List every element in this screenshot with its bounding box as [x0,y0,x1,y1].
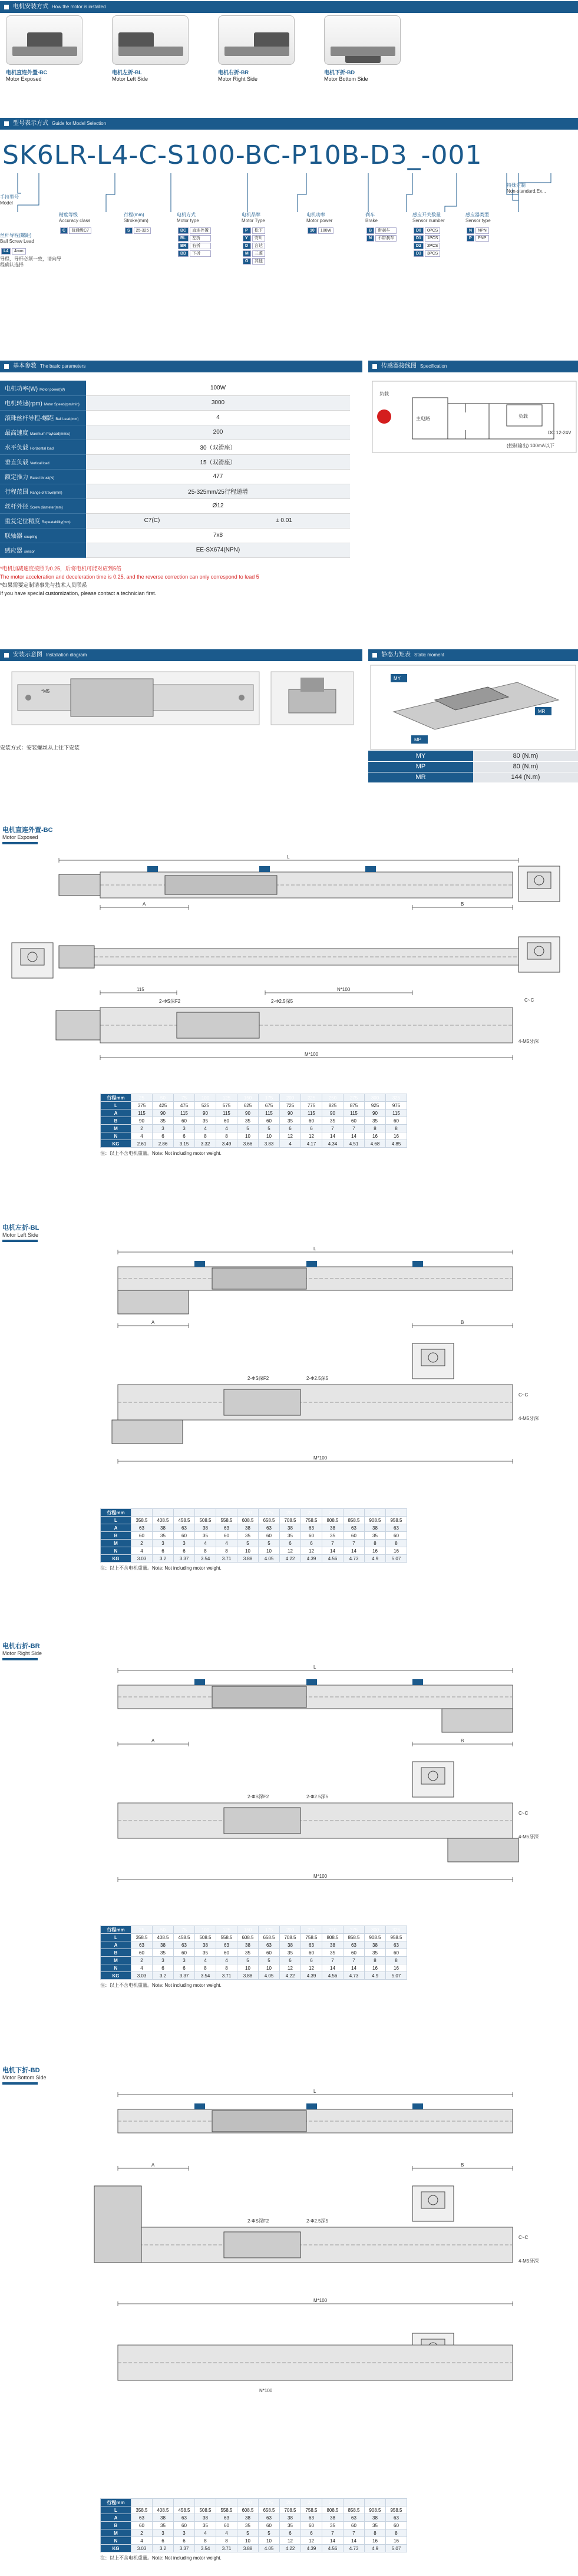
motor-icon [27,32,62,48]
dim-mp: M*100 [305,1052,319,1057]
model-options-sensor_type: N NPN P PNP [465,226,490,243]
mount-card-0 [6,15,82,65]
dim-row: KG 2.61 2.86 3.15 3.32 3.49 3.66 3.83 4 4.17 4.34 4.51 4.68 4.85 [101,1140,407,1148]
moment-row: MR 144 (N.m) [368,772,578,782]
sensor-block [194,1679,205,1685]
sensor-block [365,866,376,872]
motor-body [442,1709,513,1732]
sensor-block [412,1261,423,1267]
br-dimension-table [100,1926,407,1980]
cc-label: C~C [518,2235,529,2240]
motor-body [112,1420,183,1444]
dim-A: A [151,1738,155,1743]
dim-mp: M*100 [313,1874,328,1879]
bc-title: 电机直连外置-BC Motor Exposed [2,825,53,844]
dim-row: N 4 6 6 8 8 10 10 12 12 14 14 16 16 [101,1547,407,1555]
mount-card-1 [112,15,189,65]
param-notes: *电机加减速度按照为0.25，后将电机可能对应到5倍 The motor acceleration and deceleration time is 0.25, and the reverse correction can only correspond to lead 5 *如果需要定制请事先与技术人员联系 If you have special customization, please contact a technician first. [0,566,259,596]
motor-body [56,1010,100,1040]
wiring-load-box-label: 负载 [518,414,528,419]
param-row: 丝杆外径 Screw diameter(mm) Ø12 [0,498,350,513]
sensor-block [412,2103,423,2109]
bd-note: 注：以上不含电机重量。Note: Not including motor weight. [100,2555,222,2561]
model-part-custom: 特殊定制 Non-standard,Ex... [507,183,546,194]
dim-header-row: 行程mm 25 50 75 100 125 150 175 200 225 250 275 300 325 [101,1926,407,1934]
static-moment-header: 静态力矩表 Static moment [368,649,578,661]
param-row: 滚珠丝杆导程-螺距 Ball Lead(mm) 4 [0,410,350,425]
dim-B: B [461,1320,464,1325]
rail-icon [331,47,395,56]
motor-body [94,2186,141,2263]
motor-body [118,1290,189,1314]
sensor-led-icon [377,409,391,424]
model-options-lead: L4 4mm [0,247,27,256]
dim-L: L [313,2089,316,2094]
holes-label-2: 2-Φ2.5深5 [306,1376,329,1381]
rail-icon [118,47,183,56]
rail-icon [12,47,77,56]
dim-A: A [151,1320,155,1325]
dim-row: M 2 3 3 4 4 5 5 6 6 7 7 8 8 [101,1957,407,1964]
model-part-brand: 电机品牌 Motor Type [242,212,265,223]
bd-drawing [0,2086,578,2416]
dim-B: B [461,1738,464,1743]
param-row: 联轴器 coupling 7x8 [0,528,350,543]
bc-dimension-table [100,1094,407,1148]
dim-A: A [143,901,146,907]
bl-note: 注：以上不含电机重量。Note: Not including motor weight. [100,1566,222,1571]
bd-title: 电机下折-BD Motor Bottom Side [2,2065,47,2085]
slider-block [165,876,277,894]
cc-label: C~C [524,998,534,1003]
dim-row: A 63 38 63 38 63 38 63 38 63 38 63 38 63 [101,2514,407,2522]
carriage [177,1012,259,1038]
model-part-series: 手持型号 Model [0,194,19,206]
dim-row: B 60 35 60 35 60 35 60 35 60 35 60 35 60 [101,1532,407,1540]
cc-label: C~C [518,1811,529,1816]
holes-label: 2-ΦS深F2 [247,1794,269,1799]
dim-row: M 2 3 3 4 4 5 5 6 6 7 7 8 8 [101,1540,407,1547]
param-row: 电机功率(W) Motor power(W) 100W [0,381,350,395]
tap-label: 4-M5牙深 [518,2258,539,2264]
mount-caption-0: 电机直连外置-BC Motor Exposed [6,70,47,82]
sensor-block [259,866,270,872]
param-row: 电机转速(rpm) Motor Speed(rpm/min) 3000 [0,395,350,410]
dim-B: B [461,901,464,907]
install-method-header: 电机安装方式 How the motor is installed [0,1,578,13]
model-part-mount: 电机方式 Motor type [177,212,199,223]
carriage [224,1389,300,1415]
bc-note: 注：以上不含电机重量。Note: Not including motor weight. [100,1151,222,1156]
model-options-accuracy: C 普通级C7 [59,226,93,235]
dim-row: B 60 35 60 35 60 35 60 35 60 35 60 35 60 [101,1949,407,1957]
sensor-wiring-header: 传感器接线图 Specification [368,361,578,372]
dim-row: N 4 6 6 8 8 10 10 12 12 14 14 16 16 [101,1132,407,1140]
model-part-lead: 丝杆导程(螺距) Ball Screw Lead 导程，导杆必须一致，请向导程确认选择 [0,233,61,267]
dim-row: A 115 90 115 90 115 90 115 90 115 90 115 90 115 [101,1109,407,1117]
sensor-block [306,1261,317,1267]
sensor-block [147,866,158,872]
install-m5-label: *M5 [41,689,50,694]
tap-label: 4-M5牙深 [518,1039,539,1044]
wiring-output-label: (控制输出) 100mA以下 [507,443,554,448]
dim-row: B 90 35 60 35 60 35 60 35 60 35 60 35 60 [101,1117,407,1125]
motor-icon [254,32,289,48]
br-title: 电机右折-BR Motor Right Side [2,1641,42,1660]
dim-row: L 358.5 408.5 458.5 508.5 558.5 608.5 658.5 708.5 758.5 808.5 858.5 908.5 958.5 [101,1934,407,1941]
model-part-sensor_count: 感应开关数量 Sensor number [412,212,445,223]
dim-L: L [287,854,290,860]
dim-mp: M*100 [313,1455,328,1461]
mount-card-2 [218,15,295,65]
param-row: 额定推力 Rated thrust(N) 477 [0,469,350,484]
wiring-dc-label: DC 12-24V [548,430,572,435]
sensor-block [306,1679,317,1685]
dim-row: L 358.5 408.5 458.5 508.5 558.5 608.5 658.5 708.5 758.5 808.5 858.5 908.5 958.5 [101,2506,407,2514]
carriage [224,1808,300,1834]
model-options-stroke: S 25-325 [124,226,152,235]
wiring-main-label: 主电路 [416,416,430,421]
slider-block [212,2111,306,2132]
dim-row: A 63 38 63 38 63 38 63 38 63 38 63 38 63 [101,1941,407,1949]
bl-dimension-table [100,1508,407,1563]
motor-icon [118,32,154,48]
dim-L: L [313,1665,316,1670]
dim-header-row: 行程mm 25 50 75 100 125 150 175 200 225 250 275 300 325 [101,1094,407,1102]
model-options-brand: P 松下 Y 安川 D 台达 M 三菱 O 其他 [242,226,266,266]
model-part-power: 电机功率 Motor power [306,212,333,223]
br-drawing [0,1662,578,1921]
rail-icon [224,47,289,56]
dim-row: KG 3.03 3.2 3.37 3.54 3.71 3.88 4.05 4.22 4.39 4.56 4.73 4.9 5.07 [101,1972,407,1980]
holes-label: 2-ΦS深F2 [247,1376,269,1381]
dim-np: N*100 [337,987,351,992]
dim-row: A 63 38 63 38 63 38 63 38 63 38 63 38 63 [101,1524,407,1532]
dim-row: N 4 6 6 8 8 10 10 12 12 14 14 16 16 [101,2537,407,2545]
np-label: N*100 [259,2388,273,2393]
model-part-brake: 刹车 Brake [365,212,378,223]
model-options-mount: BC 直连外置 BL 左折 BR 右折 BD 下折 [177,226,212,258]
param-row: 最高速度 Maximum Payload(mm/s) 200 [0,425,350,440]
svg-text:MY: MY [394,676,401,681]
model-part-sensor_type: 感应器类型 Sensor type [465,212,491,223]
dim-B: B [461,2162,464,2168]
param-row: 感应器 sensor EE-SX674(NPN) [0,543,350,557]
model-options-brake: B 带刹车 N 不带刹车 [365,226,398,243]
model-options-sensor_count: D0 0PCS D1 1PCS D2 2PCS D3 3PCS [412,226,441,258]
install-note: 安装方式：安装螺丝从上往下安装 [0,745,80,751]
model-options-power: 10 100W [306,226,335,235]
wiring-load-label: 负载 [379,391,389,397]
mount-caption-1: 电机左折-BL Motor Left Side [112,70,148,82]
model-selection-header: 型号表示方式 Guide for Model Selection [0,118,578,130]
tap-label: 4-M5牙深 [518,1416,539,1421]
cc-label: C~C [518,1392,529,1398]
bl-title: 电机左折-BL Motor Left Side [2,1223,39,1242]
param-row: 行程范围 Range of travel(mm) 25-325mm/25行程递增 [0,484,350,498]
dim-L: L [313,1246,316,1251]
sensor-block [194,1261,205,1267]
holes-label: 2-ΦS深F2 [247,2218,269,2224]
mount-caption-2: 电机右折-BR Motor Right Side [218,70,258,82]
static-moment-table [368,751,578,783]
slider-block [212,1686,306,1708]
model-part-stroke: 行程(mm) Stroke(mm) [124,212,148,223]
bl-drawing [0,1243,578,1502]
sensor-block [306,2103,317,2109]
dim-header-row: 行程mm 25 50 75 100 125 150 175 200 225 250 275 300 325 [101,2499,407,2506]
installation-diagram-header: 安装示意图 Installation diagram [0,649,362,661]
mount-caption-3: 电机下折-BD Motor Bottom Side [324,70,368,82]
slider-block [212,1268,306,1289]
carriage [224,2232,300,2258]
tap-label: 4-M5牙深 [518,1834,539,1839]
dim-row: N 4 6 6 8 8 10 10 12 12 14 14 16 16 [101,1964,407,1972]
param-row: 垂直负载 Vertical load 15（双滑座） [0,454,350,469]
model-code: SK6LR-L4-C-S100-BC-P10B-D3_-001 [2,140,483,170]
sensor-block [194,2103,205,2109]
param-row: 重复定位精度 Repeatability(mm) C7(C) ± 0.01 [0,513,350,528]
dim-header-row: 行程mm 25 50 75 100 125 150 175 200 225 250 275 300 325 [101,1509,407,1517]
bc-drawing [0,848,578,1084]
dim-row: M 2 3 3 4 4 5 5 6 6 7 7 8 8 [101,1125,407,1132]
holes-label-2: 2-ΦS深F2 [159,999,181,1004]
sensor-block [412,1679,423,1685]
dim-mp: M*100 [313,2298,328,2303]
mount-card-3 [324,15,401,65]
br-note: 注：以上不含电机重量。Note: Not including motor weight. [100,1983,222,1988]
bd-dimension-table [100,2498,407,2552]
holes-label: 2-Φ2.5深5 [271,999,293,1004]
dim-row: L 358.5 408.5 458.5 508.5 558.5 608.5 658.5 708.5 758.5 808.5 858.5 908.5 958.5 [101,1517,407,1524]
static-moment-drawing [370,665,576,750]
installation-drawing [0,666,362,737]
param-row: 水平负载 Horizontal load 30（双滑座） [0,440,350,454]
dim-row: B 60 35 60 35 60 35 60 35 60 35 60 35 60 [101,2522,407,2529]
holes-label-2: 2-Φ2.5深5 [306,2218,329,2224]
dim-A: A [151,2162,155,2168]
dim-row: KG 3.03 3.2 3.37 3.54 3.71 3.88 4.05 4.22 4.39 4.56 4.73 4.9 5.07 [101,2545,407,2552]
holes-label-2: 2-Φ2.5深5 [306,1794,329,1799]
motor-body [448,1838,518,1862]
svg-text:MR: MR [538,709,546,714]
moment-row: MY 80 (N.m) [368,751,578,761]
moment-row: MP 80 (N.m) [368,761,578,772]
dim-row: L 375 425 475 525 575 625 675 725 775 825 875 925 975 [101,1102,407,1109]
model-part-accuracy: 精度等级 Accuracy class [59,212,91,223]
svg-text:MP: MP [414,737,421,742]
dim-row: KG 3.03 3.2 3.37 3.54 3.71 3.88 4.05 4.22 4.39 4.56 4.73 4.9 5.07 [101,1555,407,1563]
basic-params-header: 基本参数 The basic parameters [0,361,362,372]
basic-params-table [0,381,350,558]
sensor-wiring-diagram [371,380,577,454]
dim-115: 115 [137,987,144,992]
dim-row: M 2 3 3 4 4 5 5 6 6 7 7 8 8 [101,2529,407,2537]
motor-body [59,874,100,896]
